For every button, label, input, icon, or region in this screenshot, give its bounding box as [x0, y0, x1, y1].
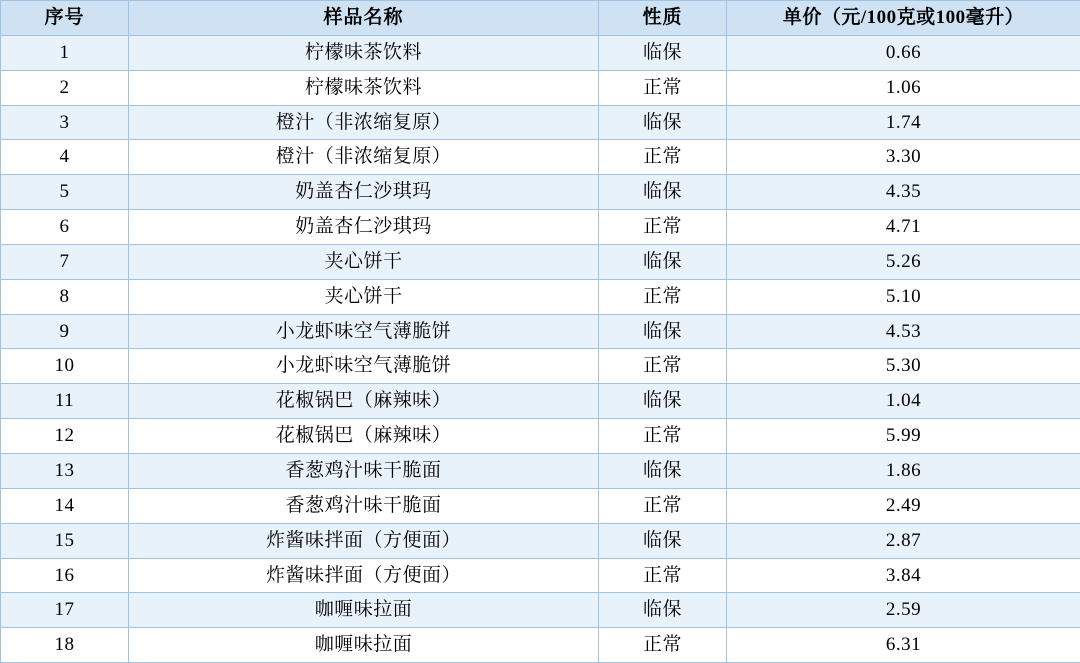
column-header-name: 样品名称	[129, 1, 599, 36]
cell-nature: 临保	[599, 523, 727, 558]
table-row	[1, 279, 1080, 314]
cell-unit-price: 2.49	[727, 488, 1080, 523]
cell-index: 15	[1, 523, 129, 558]
cell-sample-name: 橙汁（非浓缩复原）	[129, 140, 599, 175]
cell-unit-price: 1.86	[727, 453, 1080, 488]
cell-index: 3	[1, 105, 129, 140]
cell-index: 17	[1, 593, 129, 628]
column-header-nature: 性质	[599, 1, 727, 36]
cell-nature: 正常	[599, 279, 727, 314]
cell-unit-price: 4.71	[727, 210, 1080, 245]
table-header-row	[1, 1, 1080, 36]
cell-unit-price: 5.99	[727, 419, 1080, 454]
table-row	[1, 523, 1080, 558]
cell-sample-name: 咖喱味拉面	[129, 628, 599, 663]
cell-index: 18	[1, 628, 129, 663]
cell-unit-price: 2.59	[727, 593, 1080, 628]
cell-index: 4	[1, 140, 129, 175]
cell-nature: 正常	[599, 70, 727, 105]
cell-unit-price: 3.30	[727, 140, 1080, 175]
cell-index: 12	[1, 419, 129, 454]
column-header-price: 单价（元/100克或100毫升）	[727, 1, 1080, 36]
cell-index: 16	[1, 558, 129, 593]
cell-unit-price: 5.10	[727, 279, 1080, 314]
cell-sample-name: 夹心饼干	[129, 279, 599, 314]
cell-unit-price: 3.84	[727, 558, 1080, 593]
table-row	[1, 210, 1080, 245]
cell-index: 7	[1, 244, 129, 279]
cell-nature: 正常	[599, 419, 727, 454]
cell-nature: 正常	[599, 349, 727, 384]
cell-sample-name: 小龙虾味空气薄脆饼	[129, 349, 599, 384]
cell-sample-name: 奶盖杏仁沙琪玛	[129, 175, 599, 210]
cell-unit-price: 1.74	[727, 105, 1080, 140]
cell-index: 2	[1, 70, 129, 105]
table-row	[1, 419, 1080, 454]
cell-index: 6	[1, 210, 129, 245]
table-row	[1, 70, 1080, 105]
table-row	[1, 558, 1080, 593]
table-row	[1, 453, 1080, 488]
cell-nature: 临保	[599, 314, 727, 349]
cell-sample-name: 香葱鸡汁味干脆面	[129, 488, 599, 523]
cell-nature: 正常	[599, 558, 727, 593]
cell-nature: 临保	[599, 35, 727, 70]
cell-nature: 临保	[599, 105, 727, 140]
cell-index: 8	[1, 279, 129, 314]
cell-index: 9	[1, 314, 129, 349]
cell-unit-price: 4.53	[727, 314, 1080, 349]
table-row	[1, 244, 1080, 279]
cell-unit-price: 5.30	[727, 349, 1080, 384]
cell-sample-name: 夹心饼干	[129, 244, 599, 279]
cell-sample-name: 奶盖杏仁沙琪玛	[129, 210, 599, 245]
cell-unit-price: 5.26	[727, 244, 1080, 279]
table-row	[1, 175, 1080, 210]
table-row	[1, 140, 1080, 175]
cell-nature: 临保	[599, 453, 727, 488]
table-row	[1, 384, 1080, 419]
cell-sample-name: 橙汁（非浓缩复原）	[129, 105, 599, 140]
cell-unit-price: 6.31	[727, 628, 1080, 663]
cell-unit-price: 2.87	[727, 523, 1080, 558]
cell-index: 13	[1, 453, 129, 488]
cell-unit-price: 1.06	[727, 70, 1080, 105]
cell-nature: 正常	[599, 210, 727, 245]
table-row	[1, 488, 1080, 523]
cell-nature: 临保	[599, 244, 727, 279]
table-row	[1, 105, 1080, 140]
cell-nature: 正常	[599, 488, 727, 523]
table-row	[1, 349, 1080, 384]
cell-index: 11	[1, 384, 129, 419]
cell-sample-name: 柠檬味茶饮料	[129, 35, 599, 70]
cell-index: 14	[1, 488, 129, 523]
cell-sample-name: 花椒锅巴（麻辣味）	[129, 384, 599, 419]
cell-sample-name: 花椒锅巴（麻辣味）	[129, 419, 599, 454]
cell-unit-price: 4.35	[727, 175, 1080, 210]
table-row	[1, 628, 1080, 663]
cell-sample-name: 咖喱味拉面	[129, 593, 599, 628]
cell-sample-name: 香葱鸡汁味干脆面	[129, 453, 599, 488]
table-row	[1, 35, 1080, 70]
cell-nature: 正常	[599, 628, 727, 663]
cell-sample-name: 柠檬味茶饮料	[129, 70, 599, 105]
cell-nature: 临保	[599, 175, 727, 210]
cell-sample-name: 炸酱味拌面（方便面）	[129, 523, 599, 558]
cell-index: 1	[1, 35, 129, 70]
cell-index: 5	[1, 175, 129, 210]
table-row	[1, 593, 1080, 628]
cell-index: 10	[1, 349, 129, 384]
table-row	[1, 314, 1080, 349]
cell-unit-price: 0.66	[727, 35, 1080, 70]
cell-nature: 临保	[599, 384, 727, 419]
cell-nature: 正常	[599, 140, 727, 175]
cell-unit-price: 1.04	[727, 384, 1080, 419]
table-body	[1, 35, 1080, 662]
cell-sample-name: 小龙虾味空气薄脆饼	[129, 314, 599, 349]
column-header-index: 序号	[1, 1, 129, 36]
cell-nature: 临保	[599, 593, 727, 628]
cell-sample-name: 炸酱味拌面（方便面）	[129, 558, 599, 593]
table-header	[1, 1, 1080, 36]
